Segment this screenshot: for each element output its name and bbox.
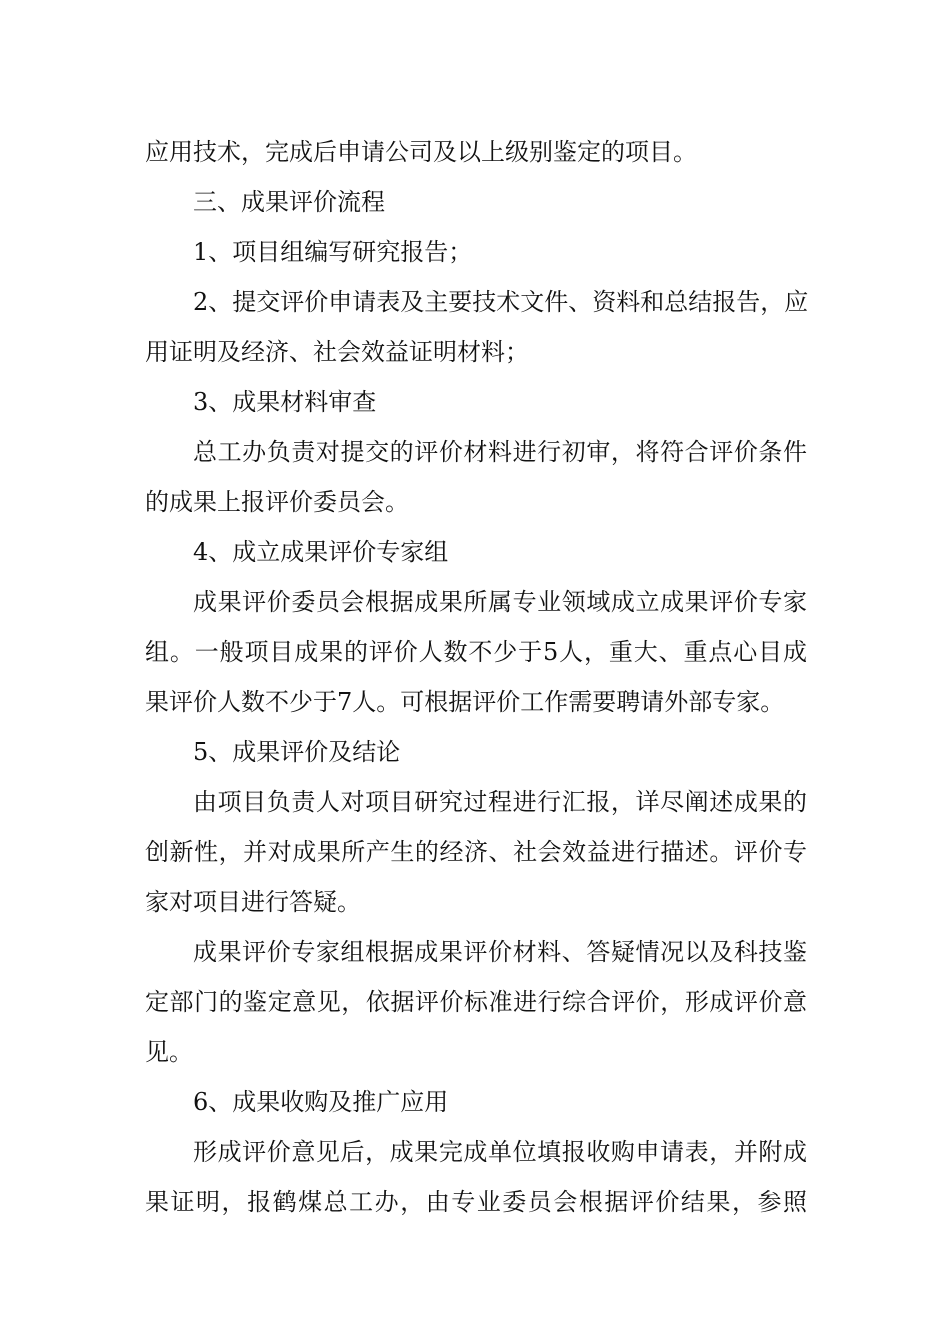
section-heading-evaluation-process: 三、成果评价流程 (193, 188, 385, 216)
step-4-para-line-1: 成果评价委员会根据成果所属专业领域成立成果评价专家 (193, 588, 807, 616)
step-2-line-1: 2、提交评价申请表及主要技术文件、资料和总结报告，应 (193, 288, 809, 316)
step-5-para-1-line-3: 家对项目进行答疑。 (145, 888, 361, 916)
step-5-para-2-line-2: 定部门的鉴定意见，依据评价标准进行综合评价，形成评价意 (145, 988, 807, 1016)
step-5-para-2-line-3: 见。 (145, 1038, 193, 1066)
step-4-heading: 4、成立成果评价专家组 (193, 538, 449, 566)
text-line-1: 应用技术，完成后申请公司及以上级别鉴定的项目。 (145, 138, 697, 166)
step-5-para-1-line-2: 创新性，并对成果所产生的经济、社会效益进行描述。评价专 (145, 838, 807, 866)
step-6-para-line-1: 形成评价意见后，成果完成单位填报收购申请表，并附成 (193, 1138, 807, 1166)
step-5-heading: 5、成果评价及结论 (193, 738, 401, 766)
step-3-para-line-1: 总工办负责对提交的评价材料进行初审，将符合评价条件 (193, 438, 807, 466)
step-1-heading: 1、项目组编写研究报告； (193, 238, 473, 266)
step-5-para-2-line-1: 成果评价专家组根据成果评价材料、答疑情况以及科技鉴 (193, 938, 807, 966)
step-6-heading: 6、成果收购及推广应用 (193, 1088, 449, 1116)
step-4-para-line-3: 果评价人数不少于7人。可根据评价工作需要聘请外部专家。 (145, 688, 785, 716)
step-5-para-1-line-1: 由项目负责人对项目研究过程进行汇报，详尽阐述成果的 (193, 788, 807, 816)
step-4-para-line-2: 组。一般项目成果的评价人数不少于5人，重大、重点心目成 (145, 638, 807, 666)
step-3-para-line-2: 的成果上报评价委员会。 (145, 488, 409, 516)
step-6-para-line-2: 果证明，报鹤煤总工办，由专业委员会根据评价结果，参照 (145, 1188, 807, 1216)
step-3-heading: 3、成果材料审查 (193, 388, 377, 416)
step-2-line-2: 用证明及经济、社会效益证明材料； (145, 338, 529, 366)
